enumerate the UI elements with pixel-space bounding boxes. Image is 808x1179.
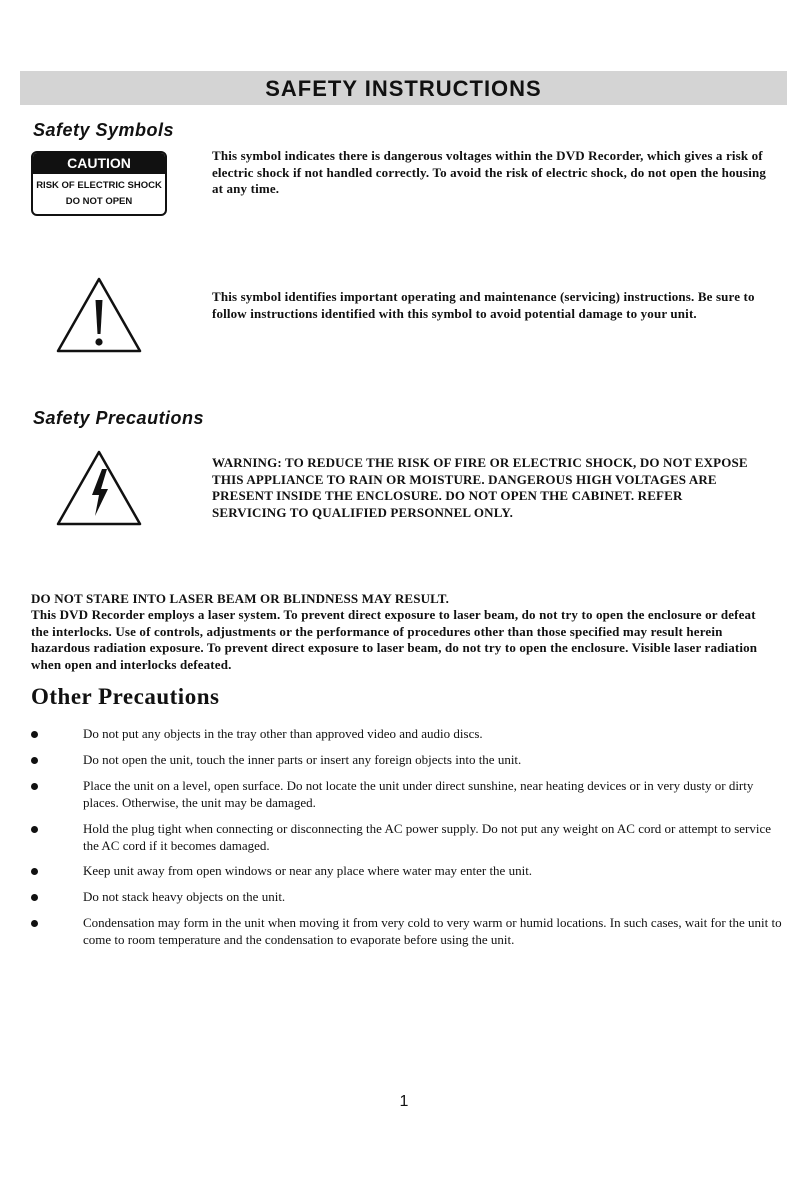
list-item-text: Hold the plug tight when connecting or disconnecting the AC power supply. Do not put any weight on AC cord or attempt to service the AC cord if it becomes damaged.	[83, 821, 772, 853]
safety-precautions-heading: Safety Precautions	[33, 408, 205, 428]
list-item-text: Keep unit away from open windows or near any place where water may enter the unit.	[83, 863, 533, 878]
bullet-icon	[31, 868, 38, 875]
caution-label-title: CAUTION	[33, 153, 165, 174]
list-item-text: Do not put any objects in the tray other than approved video and audio discs.	[83, 726, 483, 741]
page-number: 1	[399, 1093, 409, 1110]
bullet-icon	[31, 826, 38, 833]
list-item-text: Do not open the unit, touch the inner parts or insert any foreign objects into the unit.	[83, 752, 522, 767]
other-precautions-heading: Other Precautions	[31, 684, 220, 709]
bullet-icon	[31, 783, 38, 790]
list-item-text: Condensation may form in the unit when moving it from very cold to very warm or humid locations. In such cases, wait for the unit to come to room temperature and the condensation to evaporate before using the unit.	[83, 915, 782, 947]
exclamation-symbol-description: This symbol identifies important operating and maintenance (servicing) instructions. Be sure to follow instructions identified with this symbol to avoid potential damage to your unit.	[212, 289, 755, 321]
laser-warning-heading: DO NOT STARE INTO LASER BEAM OR BLINDNESS MAY RESULT.	[31, 591, 450, 606]
bullet-icon	[31, 920, 38, 927]
bullet-icon	[31, 757, 38, 764]
bullet-icon	[31, 894, 38, 901]
caution-symbol-description: This symbol indicates there is dangerous voltages within the DVD Recorder, which gives a risk of electric shock if not handled correctly. To avoid the risk of electric shock, do not open the housing at any time.	[212, 148, 767, 196]
laser-warning-body: This DVD Recorder employs a laser system. To prevent direct exposure to laser beam, do not try to open the enclosure or defeat the interlocks. Use of controls, adjustments or the performance of procedures other than those specified may result herein hazardous radiation exposure. To prevent direct exposure to laser beam, do not try to open the enclosure. Visible laser radiation when open and interlocks defeated.	[31, 607, 758, 672]
caution-label-icon	[31, 151, 167, 216]
lightning-warning-icon	[55, 449, 143, 527]
exclamation-warning-icon	[55, 276, 143, 354]
high-voltage-warning-text: WARNING: TO REDUCE THE RISK OF FIRE OR ELECTRIC SHOCK, DO NOT EXPOSE THIS APPLIANCE TO RAIN OR MOISTURE. DANGEROUS HIGH VOLTAGES ARE PRESENT INSIDE THE ENCLOSURE. DO NOT OPEN THE CABINET. REFER SERVICING TO QUALIFIED PERSONNEL ONLY.	[212, 455, 748, 520]
page-title-banner: SAFETY INSTRUCTIONS	[20, 71, 787, 105]
safety-symbols-heading: Safety Symbols	[33, 120, 175, 140]
bullet-icon	[31, 731, 38, 738]
caution-label-line2: DO NOT OPEN	[65, 196, 133, 207]
list-item-text: Place the unit on a level, open surface. Do not locate the unit under direct sunshine, near heating devices or in very dusty or dirty places. Otherwise, the unit may be damaged.	[83, 778, 754, 810]
list-item-text: Do not stack heavy objects on the unit.	[83, 889, 286, 904]
caution-label-line1: RISK OF ELECTRIC SHOCK	[36, 180, 162, 191]
